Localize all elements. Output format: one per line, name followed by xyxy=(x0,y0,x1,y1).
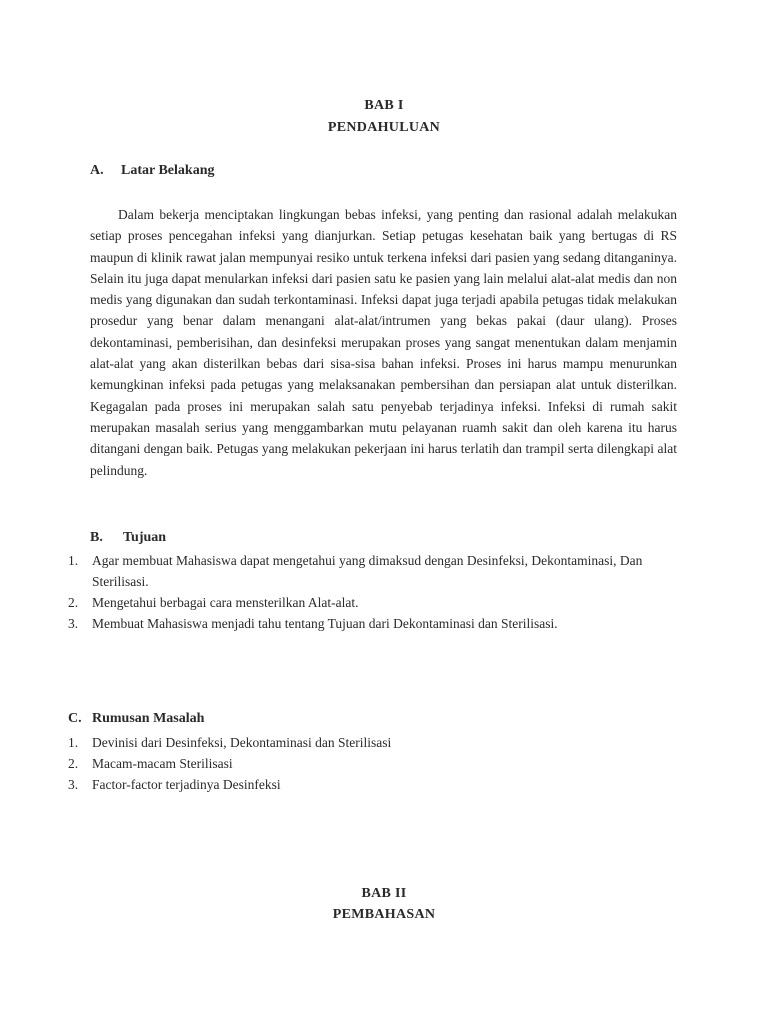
chapter-title: PENDAHULUAN xyxy=(327,120,441,135)
objectives-list xyxy=(68,550,680,634)
section-a-heading xyxy=(90,163,214,179)
list-item-number: 3. xyxy=(68,777,79,792)
list-item xyxy=(68,550,680,592)
list-item-text: Membuat Mahasiswa menjadi tahu tentang Tujuan dari Dekontaminasi dan Sterilisasi. xyxy=(92,616,558,631)
list-item-text: Factor-factor terjadinya Desinfeksi xyxy=(92,777,281,792)
section-b-label: B. xyxy=(90,530,103,545)
list-item-text: Mengetahui berbagai cara mensterilkan Alat-alat. xyxy=(92,595,359,610)
list-item xyxy=(68,592,680,613)
section-a-label: A. xyxy=(90,163,104,178)
list-item xyxy=(68,732,680,753)
list-item-text: Agar membuat Mahasiswa dapat mengetahui yang dimaksud dengan Desinfeksi, Dekontaminasi, Dan Sterilisasi. xyxy=(92,553,643,589)
chapter-title: PEMBAHASAN xyxy=(332,907,436,922)
list-item-number: 1. xyxy=(68,553,79,568)
section-c-label: C. xyxy=(68,711,82,726)
list-item xyxy=(68,774,680,795)
list-item-text: Macam-macam Sterilisasi xyxy=(92,756,233,771)
list-item-number: 2. xyxy=(68,595,79,610)
chapter-number: BAB II xyxy=(361,886,407,901)
list-item-number: 2. xyxy=(68,756,79,771)
list-item-number: 3. xyxy=(68,616,79,631)
problem-formulation-list xyxy=(68,732,680,795)
section-a-title: Latar Belakang xyxy=(121,163,215,178)
list-item xyxy=(68,613,680,634)
section-b-heading xyxy=(90,530,166,546)
section-c-heading xyxy=(68,711,204,727)
list-item-number: 1. xyxy=(68,735,79,750)
chapter-number: BAB I xyxy=(364,98,404,113)
list-item xyxy=(68,753,680,774)
background-paragraph: Dalam bekerja menciptakan lingkungan bebas infeksi, yang penting dan rasional adalah melakukan setiap proses pencegahan infeksi yang dianjurkan. Setiap petugas kesehatan baik yang bertugas di RS maupun di klinik rawat jalan mempunyai resiko untuk terkena infeksi dari pasien yang sedang ditanganinya. Selain itu juga dapat menularkan infeksi dari pasien satu ke pasien yang lain melalui alat-alat medis dan non medis yang digunakan dan sudah terkontaminasi. Infeksi dapat juga terjadi apabila petugas tidak melakukan prosedur yang benar dalam menangani alat-alat/intrumen yang bekas pakai (daur ulang). Proses dekontaminasi, pemberisihan, dan desinfeksi merupakan proses yang sangat menentukan dalam menjamin alat-alat yang akan disterilkan bebas dari sisa-sisa bahan infeksi. Proses ini harus mampu menurunkan kemungkinan infeksi pada petugas yang melaksanakan pembersihan dan persiapan alat untuk disterilkan. Kegagalan pada proses ini merupakan salah satu penyebab terjadinya infeksi. Infeksi di rumah sakit merupakan masalah serius yang menggambarkan mutu pelayanan ruamh sakit dan oleh karena itu harus ditangani dengan baik. Petugas yang melakukan pekerjaan ini harus terlatih dan trampil serta dilengkapi alat pelindung. xyxy=(90,207,677,478)
section-b-title: Tujuan xyxy=(123,530,167,545)
list-item-text: Devinisi dari Desinfeksi, Dekontaminasi dan Sterilisasi xyxy=(92,735,392,750)
section-c-title: Rumusan Masalah xyxy=(92,711,205,726)
